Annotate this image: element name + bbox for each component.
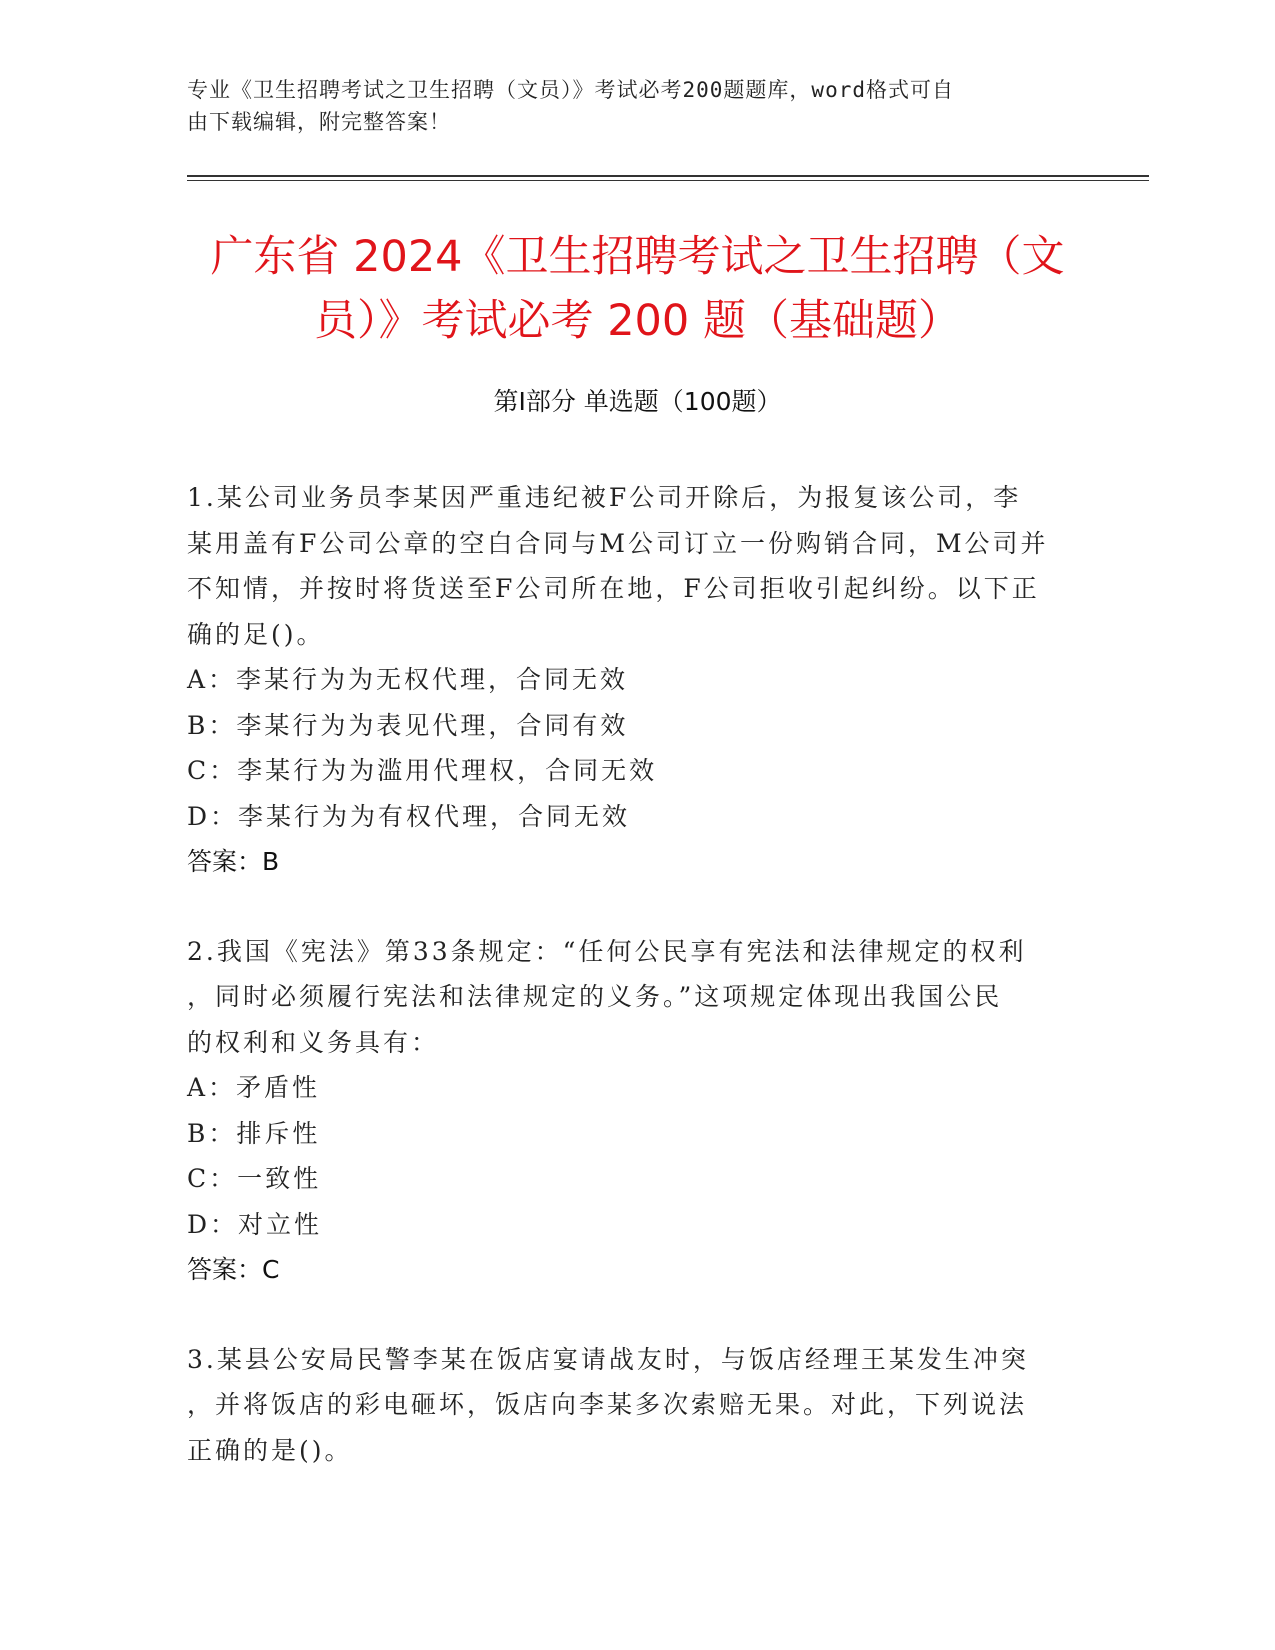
document-header — [187, 74, 1067, 138]
header-line-2: 由下载编辑，附完整答案！ — [187, 110, 451, 134]
question-stem-line: 正确的是()。 — [187, 1435, 353, 1465]
question-stem-line: 确的足()。 — [187, 619, 325, 649]
question-stem-line: ，同时必须履行宪法和法律规定的义务。”这项规定体现出我国公民 — [187, 982, 1003, 1011]
header-line-1: 专业《卫生招聘考试之卫生招聘（文员）》考试必考200题题库，word格式可自 — [187, 78, 954, 102]
answer-text: 答案：B — [187, 847, 280, 876]
option-c: C：李某行为为滥用代理权，合同无效 — [187, 756, 658, 785]
question-item — [187, 1337, 1077, 1474]
header-divider-thin — [187, 180, 1149, 181]
option-c: C：一致性 — [187, 1164, 322, 1193]
question-stem-line: 2.我国《宪法》第33条规定：“任何公民享有宪法和法律规定的权利 — [187, 936, 1027, 966]
option-a: A：矛盾性 — [187, 1073, 321, 1102]
question-spacer — [187, 885, 1077, 929]
title-line-2: 员）》考试必考 200 题（基础题） — [314, 296, 961, 346]
question-item — [187, 475, 1077, 885]
question-list — [187, 475, 1077, 1473]
question-stem-line: ，并将饭店的彩电砸坏，饭店向李某多次索赔无果。对此，下列说法 — [187, 1390, 1028, 1419]
header-divider-thick — [187, 175, 1149, 177]
option-d: D：对立性 — [187, 1209, 323, 1239]
question-stem-line: 3.某县公安局民警李某在饭店宴请战友时，与饭店经理王某发生冲突 — [187, 1344, 1029, 1374]
question-stem-line: 不知情，并按时将货送至F公司所在地，F公司拒收引起纠纷。以下正 — [187, 574, 1040, 603]
document-title — [180, 225, 1095, 353]
section-heading: 第Ⅰ部分 单选题（100题） — [493, 387, 782, 416]
title-line-1: 广东省 2024《卫生招聘考试之卫生招聘（文 — [210, 232, 1065, 282]
option-b: B：李某行为为表见代理，合同有效 — [187, 710, 629, 740]
option-a: A：李某行为为无权代理，合同无效 — [187, 665, 629, 694]
question-stem-line: 某用盖有F公司公章的空白合同与M公司订立一份购销合同，M公司并 — [187, 528, 1049, 558]
question-spacer — [187, 1293, 1077, 1337]
answer-text: 答案：C — [187, 1255, 280, 1284]
option-b: B：排斥性 — [187, 1118, 321, 1148]
option-d: D：李某行为为有权代理，合同无效 — [187, 801, 631, 831]
question-item — [187, 929, 1077, 1293]
question-stem-line: 的权利和义务具有： — [187, 1027, 440, 1057]
question-stem-line: 1.某公司业务员李某因严重违纪被F公司开除后，为报复该公司，李 — [187, 483, 1022, 512]
